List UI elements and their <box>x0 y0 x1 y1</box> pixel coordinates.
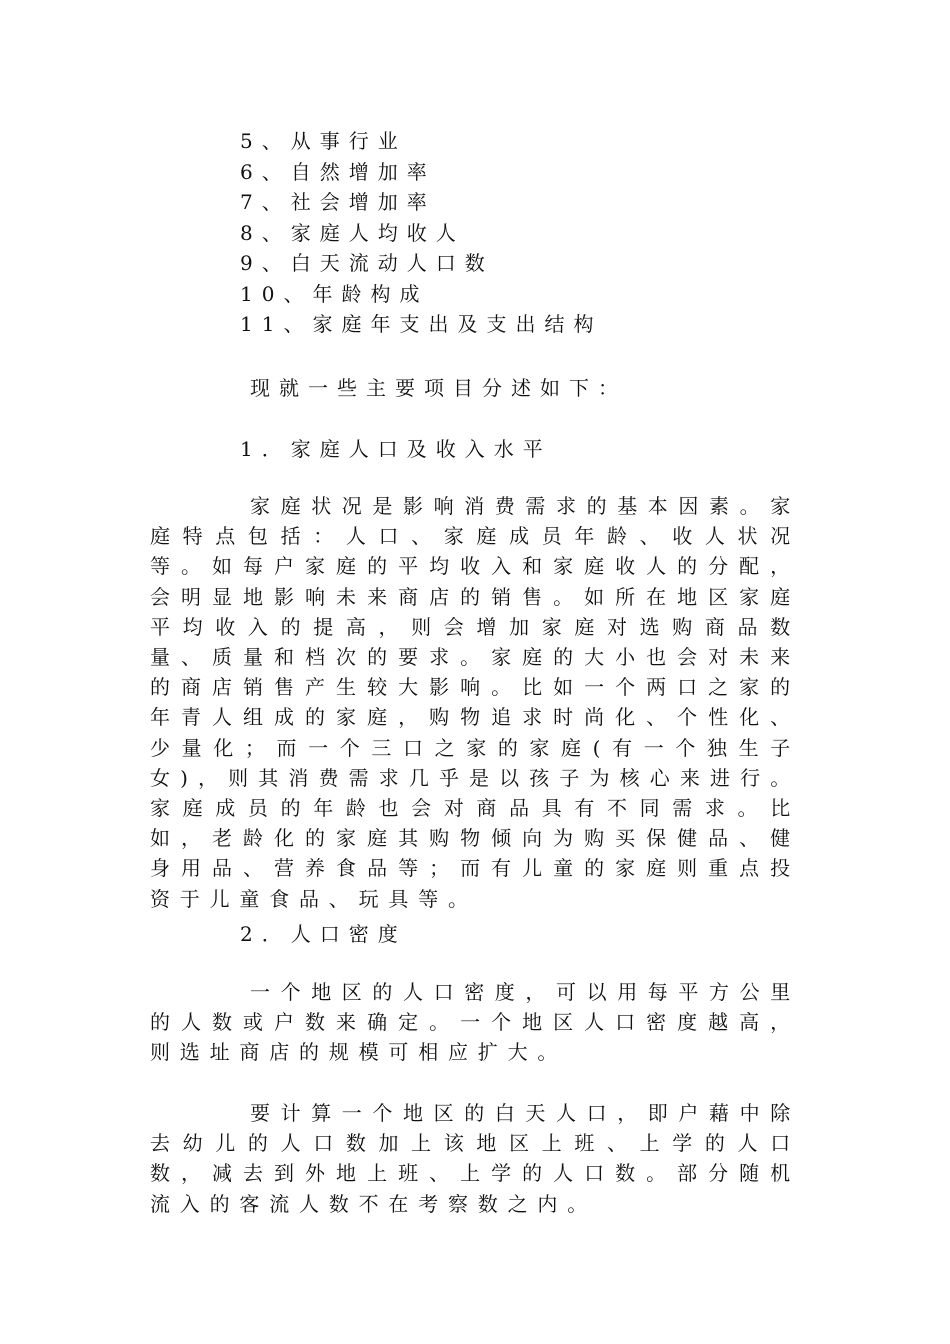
list-item: 5、从事行业 <box>240 129 407 153</box>
section2-paragraph-2: 要计算一个地区的白天人口，即户藉中除去幼儿的人口数加上该地区上班、上学的人口数，减去到外地上班、上学的人口数。部分随机流入的客流人数不在考察数之内。 <box>150 1101 800 1216</box>
list-item: 8、家庭人均收人 <box>240 220 465 245</box>
list-item: 11、家庭年支出及支出结构 <box>240 312 603 336</box>
list-item: 10、年龄构成 <box>240 281 429 306</box>
intro-sentence: 现就一些主要项目分述如下： <box>250 376 627 400</box>
section-heading-2: 2．人口密度 <box>240 922 407 946</box>
list-item: 7、社会增加率 <box>240 190 436 214</box>
section1-paragraph: 家庭状况是影响消费需求的基本因素。家庭特点包括：人口、家庭成员年龄、收人状况等。如每户家庭的平均收入和家庭收人的分配，会明显地影响未来商店的销售。如所在地区家庭平均收入的提高，则会增加家庭对选购商品数量、质量和档次的要求。家庭的大小也会对未来的商店销售产生较大影响。比如一个两口之家的年青人组成的家庭，购物追求时尚化、个性化、少量化；而一个三口之家的家庭(有一个独生子女)，则其消费需求几乎是以孩子为核心来进行。家庭成员的年龄也会对商品具有不同需求。比如，老龄化的家庭其购物倾向为购买保健品、健身用品、营养食品等；而有儿童的家庭则重点投资于儿童食品、玩具等。 <box>150 494 800 911</box>
factor-list <box>240 126 602 340</box>
section2-paragraph-1: 一个地区的人口密度，可以用每平方公里的人数或户数来确定。一个地区人口密度越高，则选址商店的规模可相应扩大。 <box>150 980 800 1065</box>
list-item: 6、自然增加率 <box>240 159 436 184</box>
section-heading-1: 1．家庭人口及收入水平 <box>240 437 552 461</box>
list-item: 9、白天流动人口数 <box>240 251 494 275</box>
